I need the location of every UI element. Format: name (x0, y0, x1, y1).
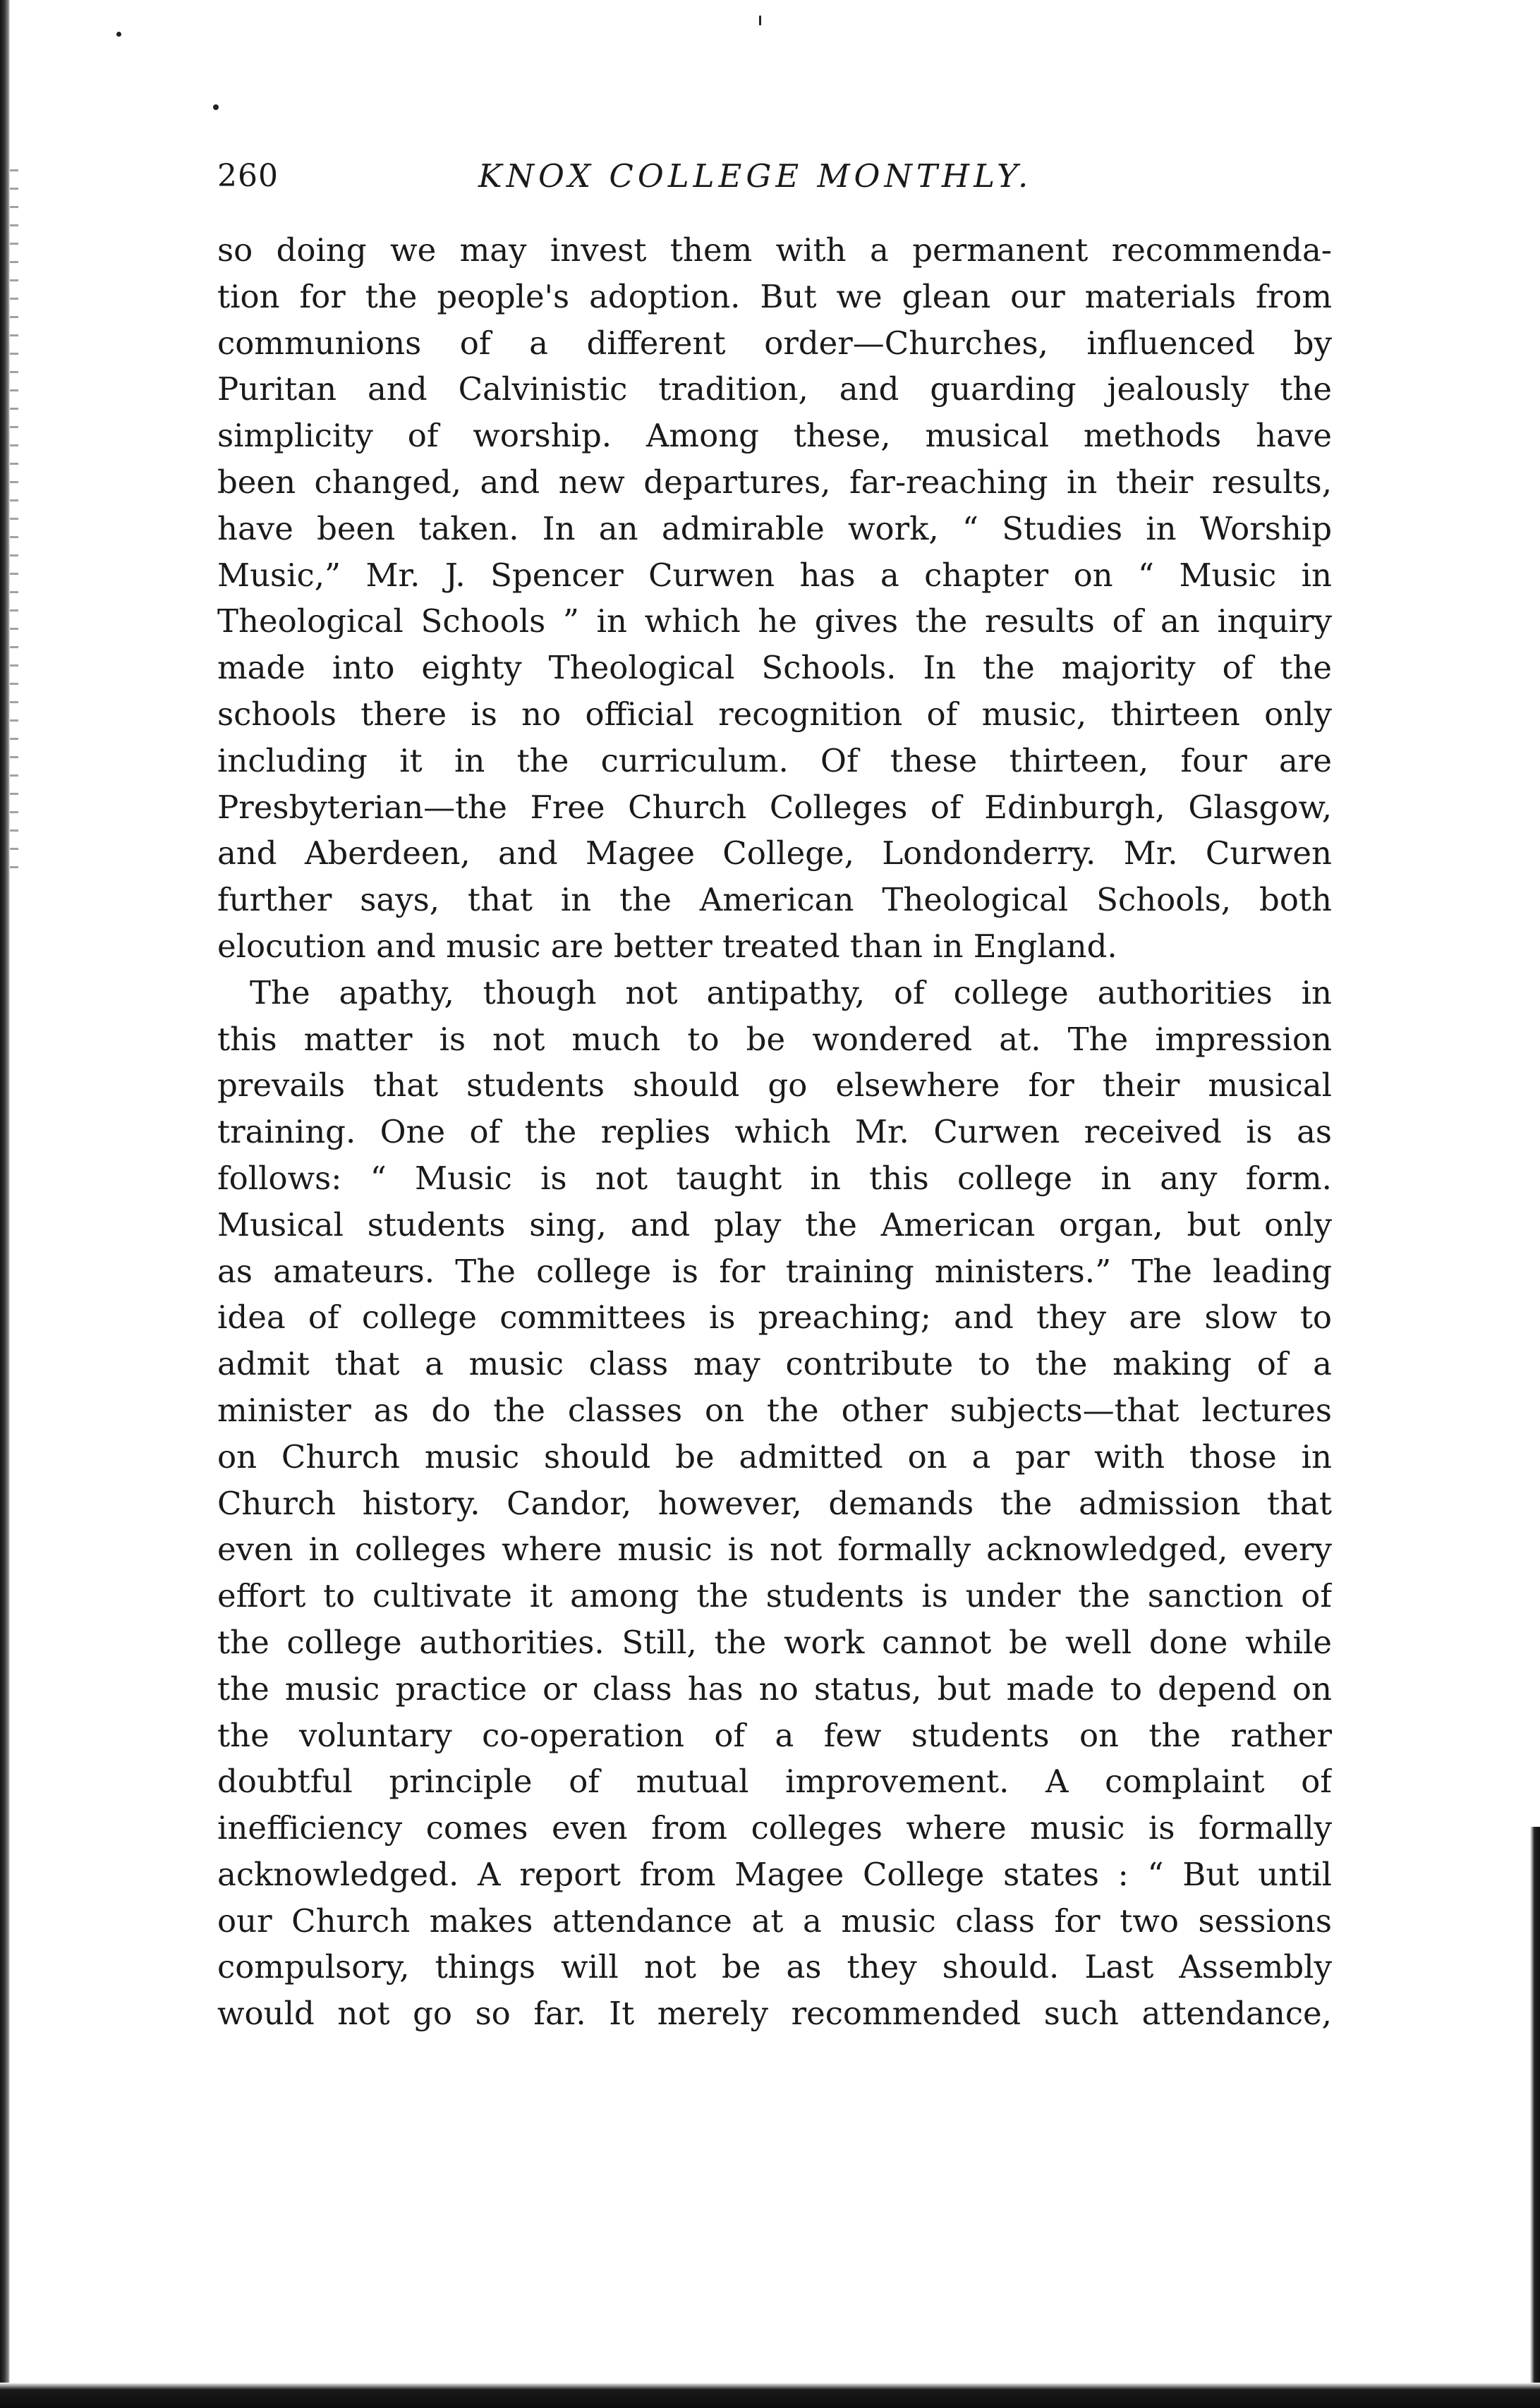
text-line: Theological Schools ” in which he gives the results of an inquiry (217, 602, 1332, 640)
text-line: follows: “ Music is not taught in this college in any form. (217, 1159, 1332, 1197)
text-line: communions of a different order—Churches, influenced by (217, 324, 1332, 362)
text-line: made into eighty Theological Schools. In the majority of the (217, 649, 1332, 687)
text-line: Music,” Mr. J. Spencer Curwen has a chapter on “ Music in (217, 556, 1332, 594)
text-line: elocution and music are better treated than in England. (217, 927, 1117, 965)
text-line: as amateurs. The college is for training ministers.” The leading (217, 1252, 1332, 1290)
text-line: and Aberdeen, and Magee College, Londonderry. Mr. Curwen (217, 834, 1332, 872)
scan-speck (213, 104, 219, 110)
text-line: doubtful principle of mutual improvement. A complaint of (217, 1763, 1332, 1801)
text-line: prevails that students should go elsewhere for their musical (217, 1066, 1332, 1105)
text-line: effort to cultivate it among the students is under the sanction of (217, 1577, 1332, 1615)
text-line: including it in the curriculum. Of these thirteen, four are (217, 741, 1332, 779)
text-line: admit that a music class may contribute to the making of a (217, 1345, 1332, 1383)
text-line: on Church music should be admitted on a par with those in (217, 1437, 1332, 1476)
text-line: Presbyterian—the Free Church Colleges of Edinburgh, Glasgow, (217, 788, 1332, 826)
text-line: so doing we may invest them with a permanent recommenda- (217, 231, 1332, 269)
text-line: further says, that in the American Theological Schools, both (217, 881, 1332, 919)
scan-speck (759, 16, 761, 25)
text-line: been changed, and new departures, far-reaching in their results, (217, 463, 1332, 501)
page-bottom-edge (0, 2383, 1540, 2408)
text-line: idea of college committees is preaching; and they are slow to (217, 1299, 1332, 1337)
text-line: even in colleges where music is not formally acknowledged, every (217, 1531, 1332, 1569)
text-line: our Church makes attendance at a music class for two sessions (217, 1902, 1332, 1940)
running-title: KNOX COLLEGE MONTHLY. (478, 157, 1033, 195)
text-line: Church history. Candor, however, demands the admission that (217, 1484, 1332, 1522)
text-line: tion for the people's adoption. But we glean our materials from (217, 277, 1332, 315)
text-line: the voluntary co-operation of a few students on the rather (217, 1716, 1332, 1754)
text-line: Musical students sing, and play the American organ, but only (217, 1205, 1332, 1243)
text-line: acknowledged. A report from Magee College states : “ But until (217, 1855, 1332, 1893)
page-header (217, 152, 1332, 201)
page-left-edge (0, 0, 10, 2408)
text-line: minister as do the classes on the other subjects—that lectures (217, 1391, 1332, 1429)
body-text (217, 227, 1332, 2037)
text-line: would not go so far. It merely recommended such attendance, (217, 1995, 1332, 2033)
text-line: have been taken. In an admirable work, “ Studies in Worship (217, 509, 1332, 547)
text-line: training. One of the replies which Mr. Curwen received is as (217, 1113, 1332, 1151)
text-line: Puritan and Calvinistic tradition, and guarding jealously the (217, 370, 1332, 408)
text-line: simplicity of worship. Among these, musical methods have (217, 417, 1332, 455)
text-line: The apathy, though not antipathy, of college authorities in (250, 973, 1332, 1011)
text-line: schools there is no official recognition of music, thirteen only (217, 695, 1332, 733)
page-right-edge (1530, 1827, 1540, 2408)
text-line: the college authorities. Still, the work cannot be well done while (217, 1623, 1332, 1661)
text-line: this matter is not much to be wondered at. The impression (217, 1020, 1332, 1058)
page-number: 260 (217, 158, 279, 194)
scan-speck (116, 32, 121, 37)
text-line: inefficiency comes even from colleges where music is formally (217, 1809, 1332, 1847)
text-line: compulsory, things will not be as they should. Last Assembly (217, 1948, 1332, 1986)
text-line: the music practice or class has no status, but made to depend on (217, 1670, 1332, 1708)
page-left-binding-marks (10, 169, 18, 875)
